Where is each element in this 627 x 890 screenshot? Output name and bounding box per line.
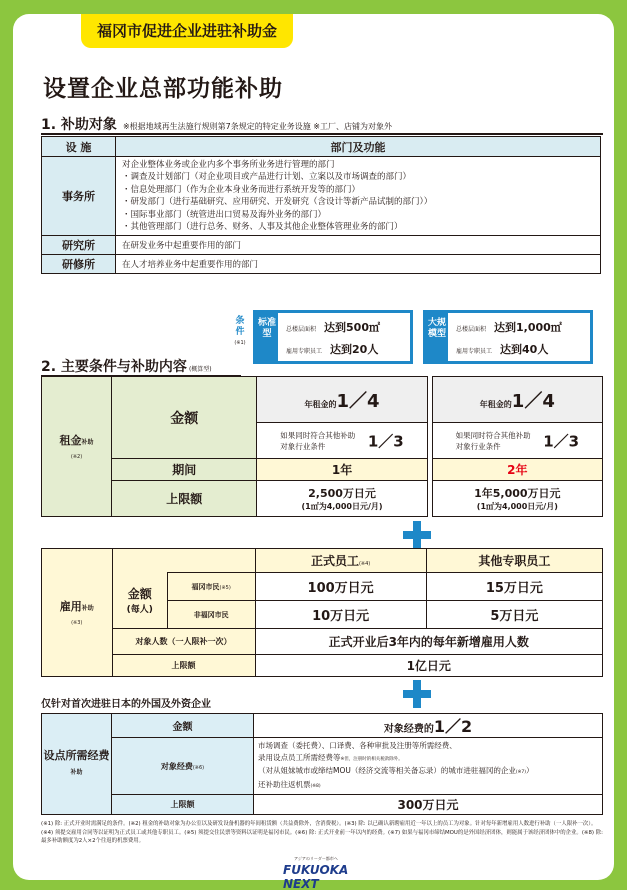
row-training-content: 在人才培养业务中起重要作用的部门 (116, 255, 601, 274)
large-floor: 总楼层面积 达到1,000㎡ (456, 321, 562, 334)
row-facility-training: 研修所 (42, 255, 116, 274)
noncitizen-regular: 10万日元 (255, 601, 426, 629)
page-title: 设置企业总部功能补助 (43, 76, 283, 102)
setup-table (41, 713, 603, 815)
col-dept: 部门及功能 (116, 137, 601, 157)
rent-cond-standard: 如果同时符合其他补助对象行业条件 1／3 (257, 423, 427, 459)
row-facility-office: 事务所 (42, 157, 116, 236)
employ-limit-label: 上限额 (112, 655, 255, 677)
rent-table (41, 376, 603, 517)
target-value: 正式开业后3年内的每年新增雇用人数 (255, 629, 603, 655)
setup-cost-label: 对象经费(※6) (112, 738, 254, 795)
table-row (42, 255, 601, 274)
standard-type-box (253, 310, 413, 364)
setup-cost-content: 市场调查（委托费）、口译费、各种审批及注册等所需经费、 录用设点员工所需经费等※但，注册时的相关税款除外。 （对从姐妹城市或缔结MOU（经济交流等相关备忘录）的城市进驻福冈的企业(※7)） 还补助往返机票(※8) (254, 738, 603, 795)
noncitizen-other: 5万日元 (426, 601, 602, 629)
table-row (42, 236, 601, 255)
rent-limit-standard: 2,500万日元 (1㎡为4,000日元/月) (257, 481, 427, 517)
rent-period-label: 期间 (112, 459, 257, 481)
large-employees: 雇用专职员工 达到40人 (456, 343, 549, 356)
row-office-content: 对企业整体业务或企业内多个事务所业务进行管理的部门 ・调查及计划部门（对企业项目或产品进行计划、立案以及市场调查的部门） ・信息处理部门（作为企业本身业务而进行系统开发等的部门） ・研发部门（进行基础研究、应用研究、开发研究（含设计等新产品试制的部门）） ・国际事业部门（统管进出口贸易及海外业务的部门） ・其他管理部门（进行总务、财务、人事及其他企业整体管理业务的部门） (116, 157, 601, 236)
conditions-label: 条件 (※1) (234, 316, 246, 346)
rent-cond-large: 如果同时符合其他补助对象行业条件 1／3 (432, 423, 602, 459)
col-facility: 设 施 (42, 137, 116, 157)
foreign-heading: 仅针对首次进驻日本的外国及外资企业 (41, 699, 211, 710)
large-type-box (423, 310, 593, 364)
employ-amount-label: 金额 (每人) (112, 573, 167, 629)
program-tag: 福冈市促进企业进驻补助金 (81, 14, 293, 48)
rent-period-large: 2年 (432, 459, 602, 481)
col-other: 其他专职员工 (426, 549, 602, 573)
footnotes: (※1) 除: 正式开业时需满足的条件。(※2) 租金的补助对象为办公室以及研发设备机器的年间租赁额（共益费除外，含消费税）。(※3) 除: 以已确认新聘雇用近一年以上的员工为对象。针对每年新增雇用人数进行补助（一人限补一次）。(※4) 须提交雇用合同等以证明为正式员工或其他专职员工。(※5) 须提交住民票等资料以证明是福冈市民。(※6) 除: 正式开业前一年以内的经费。(※7) 如果与福冈市缔结MOU的是外国经济团体，则能属于该经济团体中的企业。(※8) 除: 最多补助额度为2人×2个往返的机票费用。 (41, 821, 603, 844)
plus-icon (403, 521, 431, 549)
employ-label: 雇用补助 (※3) (42, 549, 113, 677)
section1-heading: 1. 补助对象 ※根据地域再生法施行规则第7条规定的特定业务设施 ※工厂、店铺为对象外 (41, 117, 392, 133)
employ-limit-value: 1亿日元 (255, 655, 603, 677)
employment-table (41, 548, 603, 677)
setup-label: 设点所需经费补助 (42, 714, 112, 815)
standard-type-label: 标准型 (256, 313, 278, 361)
setup-amount-value: 对象经费的1／2 (254, 714, 603, 738)
section1-rule (41, 133, 603, 135)
table-row (42, 157, 601, 236)
col-regular: 正式员工(※4) (255, 549, 426, 573)
row-lab-content: 在研发业务中起重要作用的部门 (116, 236, 601, 255)
standard-floor: 总楼层面积 达到500㎡ (286, 321, 380, 334)
setup-limit-value: 300万日元 (254, 795, 603, 815)
setup-amount-label: 金额 (112, 714, 254, 738)
fukuoka-next-logo: アジアのリーダー都市へ FUKUOKA NEXT (283, 856, 349, 890)
rent-label: 租金补助 (※2) (42, 377, 112, 517)
plus-icon (403, 680, 431, 708)
target-label: 对象人数（一人限补一次） (112, 629, 255, 655)
large-type-label: 大规模型 (426, 313, 448, 361)
rent-limit-label: 上限额 (112, 481, 257, 517)
rent-rate-standard: 年租金的1／4 (257, 377, 427, 423)
section2-heading: 2. 主要条件与补助内容 (概算型) (41, 359, 212, 375)
rent-amount-label: 金额 (112, 377, 257, 459)
setup-limit-label: 上限额 (112, 795, 254, 815)
citizen-regular: 100万日元 (255, 573, 426, 601)
rent-rate-large: 年租金的1／4 (432, 377, 602, 423)
rent-period-standard: 1年 (257, 459, 427, 481)
page-card (13, 14, 614, 890)
standard-employees: 雇用专职员工 达到20人 (286, 343, 379, 356)
row-noncitizen: 非福冈市民 (167, 601, 255, 629)
rent-limit-large: 1年5,000万日元 (1㎡为4,000日元/月) (432, 481, 602, 517)
citizen-other: 15万日元 (426, 573, 602, 601)
target-table (41, 136, 601, 274)
row-facility-lab: 研究所 (42, 236, 116, 255)
row-citizen: 福冈市民(※5) (167, 573, 255, 601)
